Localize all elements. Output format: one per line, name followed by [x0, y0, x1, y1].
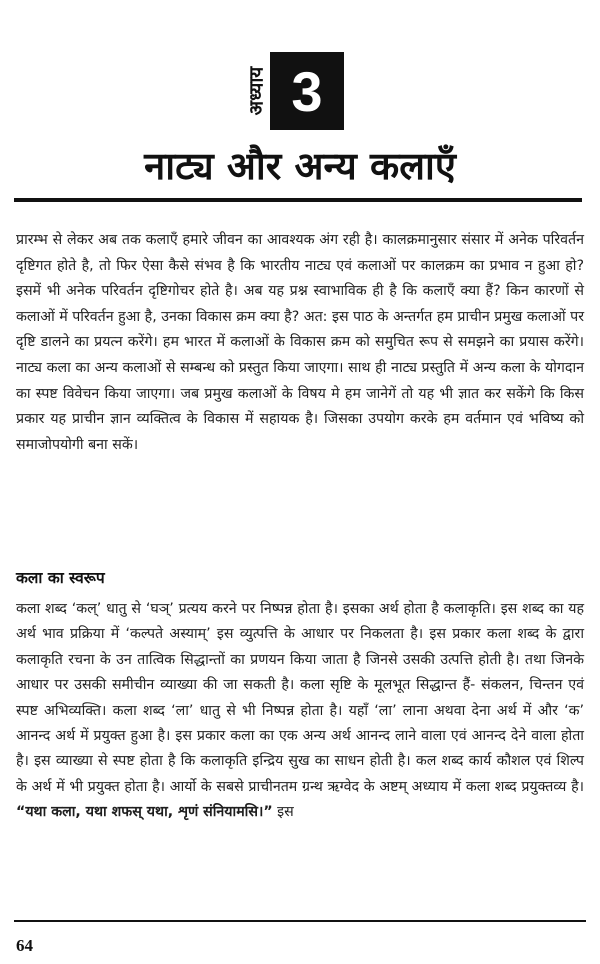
- intro-paragraph: प्रारम्भ से लेकर अब तक कलाएँ हमारे जीवन का आवश्यक अंग रही है। कालक्रमानुसार संसार में अनेक परिवर्तन दृष्टिगत होते है, तो फिर ऐसा कैसे संभव है कि भारतीय नाट्य एवं कलाओं पर कालक्रम का प्रभाव न हुआ हो? इसमें भी अनेक परिवर्तन दृष्टिगोचर होते है। अब यह प्रश्न स्वाभाविक ही है कि कलाएँ क्या हैं? किन कारणों से कलाओं में परिवर्तन हुआ है, उनका विकास क्रम क्या है? अत: इस पाठ के अन्तर्गत हम प्राचीन प्रमुख कलाओं पर दृष्टि डालने का प्रयत्न करेंगे। हम भारत में कलाओं के विकास क्रम को समुचित रूप से समझने का प्रयास करेंगे। नाट्य कला का अन्य कलाओं से सम्बन्ध को प्रस्तुत किया जाएगा। साथ ही नाट्य प्रस्तुति में अन्य कला के योगदान का स्पष्ट विवेचन किया जाएगा। जब प्रमुख कलाओं के विषय मे हम जानेगें तो यह भी ज्ञात कर सकेंगे कि किस प्रकार यह प्राचीन ज्ञान व्यक्तित्व के विकास में सहायक है। जिसका उपयोग करके हम वर्तमान एवं भविष्य को समाजोपयोगी बना सकें।: [16, 232, 584, 453]
- page-number: 64: [16, 936, 33, 955]
- chapter-label: [240, 52, 270, 130]
- chapter-title: नाट्य और अन्य कलाएँ: [144, 144, 456, 188]
- chapter-label-text: अध्याय: [245, 66, 267, 116]
- sanskrit-quote: “यथा कला, यथा शफस् यथा, शृणं संनियामसि।”: [16, 804, 273, 821]
- footer-divider: [14, 920, 586, 922]
- section-heading: कला का स्वरूप: [16, 569, 105, 587]
- chapter-number: 3: [270, 52, 344, 130]
- section-trailing: इस: [277, 804, 294, 821]
- chapter-badge: [240, 52, 344, 130]
- section-paragraph: [16, 597, 584, 826]
- title-divider: [14, 198, 582, 202]
- section-body: कला शब्द ‘कल्’ धातु से ‘घञ्’ प्रत्यय करने पर निष्पन्न होता है। इसका अर्थ होता है कलाकृति। इस शब्द का यह अर्थ भाव प्रक्रिया में ‘कल्पते अस्याम्’ इस व्युत्पत्ति के आधार पर निकलता है। इस प्रकार कला शब्द के द्वारा कलाकृति रचना के उन तात्विक सिद्धान्तों का प्रणयन किया जाता है जिनसे उसकी उत्पत्ति होती है। तथा जिनके आधार पर उसकी समीचीन व्याख्या की जा सकती है। कला सृष्टि के मूलभूत सिद्धान्त हैं- संकलन, चिन्तन एवं स्पष्ट अभिव्यक्ति। कला शब्द ‘ला’ धातु से भी निष्पन्न होता है। यहाँ ‘ला’ लाना अथवा देना अर्थ में और ‘क’ आनन्द अर्थ में प्रयुक्त हुआ है। इस प्रकार कला का एक अन्य अर्थ आनन्द लाने वाला एवं आनन्द देने वाला होता है। इस व्याख्या से स्पष्ट होता है कि कलाकृति इन्द्रिय सुख का साधन होती है। कल शब्द कार्य कौशल एवं शिल्प के अर्थ में भी प्रयुक्त होता है। आर्यो के सबसे प्राचीनतम ग्रन्थ ऋग्वेद के अष्टम् अध्याय में कला शब्द प्रयुक्तव्य है।: [16, 601, 584, 795]
